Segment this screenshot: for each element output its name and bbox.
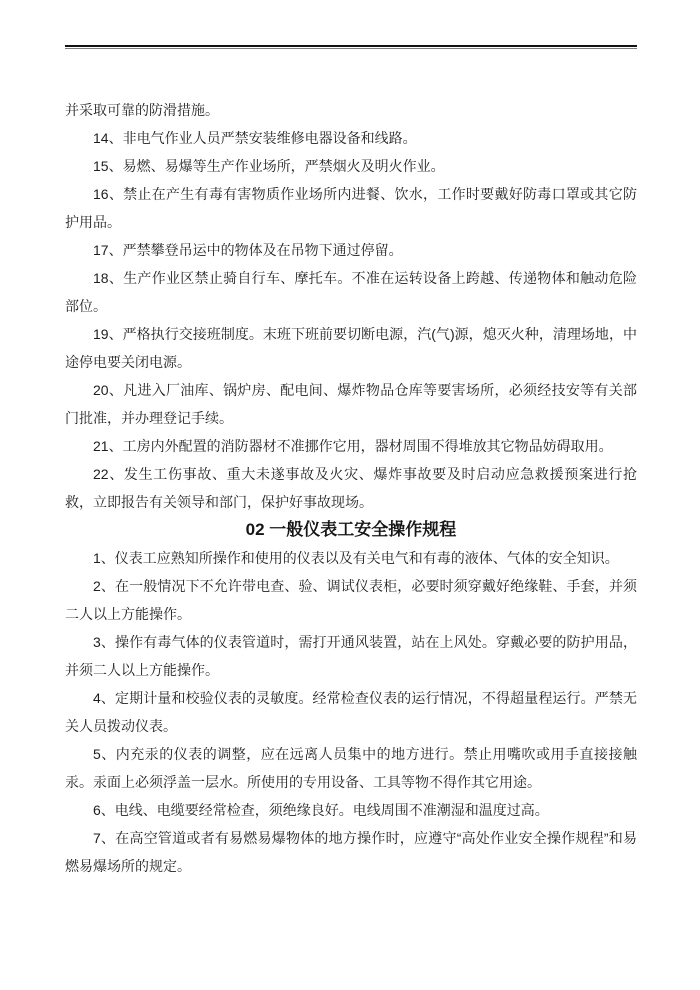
paragraph-item-18: 18、生产作业区禁止骑自行车、摩托车。不准在运转设备上跨越、传递物体和触动危险部位。	[65, 270, 637, 314]
paragraph-item-1: 1、仪表工应熟知所操作和使用的仪表以及有关电气和有毒的液体、气体的安全知识。	[93, 550, 619, 566]
section-heading: 02 一般仪表工安全操作规程	[245, 520, 457, 539]
paragraph-item-20: 20、凡进入厂油库、锅炉房、配电间、爆炸物品仓库等要害场所，必须经技安等有关部门批准，并办理登记手续。	[65, 382, 637, 426]
paragraph-item-6: 6、电线、电缆要经常检查，须绝缘良好。电线周围不准潮湿和温度过高。	[93, 802, 549, 818]
paragraph-item-17: 17、严禁攀登吊运中的物体及在吊物下通过停留。	[93, 242, 403, 258]
paragraph-item-19: 19、严格执行交接班制度。末班下班前要切断电源，汽(气)源，熄灭火种，清理场地，中途停电要关闭电源。	[65, 326, 637, 370]
document-body	[65, 96, 637, 880]
paragraph-item-14: 14、非电气作业人员严禁安装维修电器设备和线路。	[93, 130, 417, 146]
header-rule	[65, 45, 637, 49]
paragraph-item-15: 15、易燃、易爆等生产作业场所，严禁烟火及明火作业。	[93, 158, 445, 174]
paragraph-item-3: 3、操作有毒气体的仪表管道时，需打开通风装置，站在上风处。穿戴必要的防护用品，并须二人以上方能操作。	[65, 634, 637, 678]
header-rule-thick-line	[65, 45, 637, 47]
paragraph-item-16: 16、禁止在产生有毒有害物质作业场所内进餐、饮水，工作时要戴好防毒口罩或其它防护用品。	[65, 186, 637, 230]
paragraph-item-21: 21、工房内外配置的消防器材不准挪作它用，器材周围不得堆放其它物品妨碍取用。	[93, 438, 613, 454]
paragraph-item-2: 2、在一般情况下不允许带电查、验、调试仪表柜，必要时须穿戴好绝缘鞋、手套，并须二人以上方能操作。	[65, 578, 637, 622]
paragraph-item-7: 7、在高空管道或者有易燃易爆物体的地方操作时，应遵守“高处作业安全操作规程”和易燃易爆场所的规定。	[65, 830, 637, 874]
paragraph-item-4: 4、定期计量和校验仪表的灵敏度。经常检查仪表的运行情况，不得超量程运行。严禁无关人员拨动仪表。	[65, 690, 637, 734]
paragraph-item-22: 22、发生工伤事故、重大未遂事故及火灾、爆炸事故要及时启动应急救援预案进行抢救，立即报告有关领导和部门，保护好事故现场。	[65, 466, 637, 510]
header-rule-thin-line	[65, 48, 637, 49]
paragraph-continuation: 并采取可靠的防滑措施。	[65, 102, 219, 118]
paragraph-item-5: 5、内充汞的仪表的调整，应在远离人员集中的地方进行。禁止用嘴吹或用手直接接触汞。汞面上必须浮盖一层水。所使用的专用设备、工具等物不得作其它用途。	[65, 746, 637, 790]
